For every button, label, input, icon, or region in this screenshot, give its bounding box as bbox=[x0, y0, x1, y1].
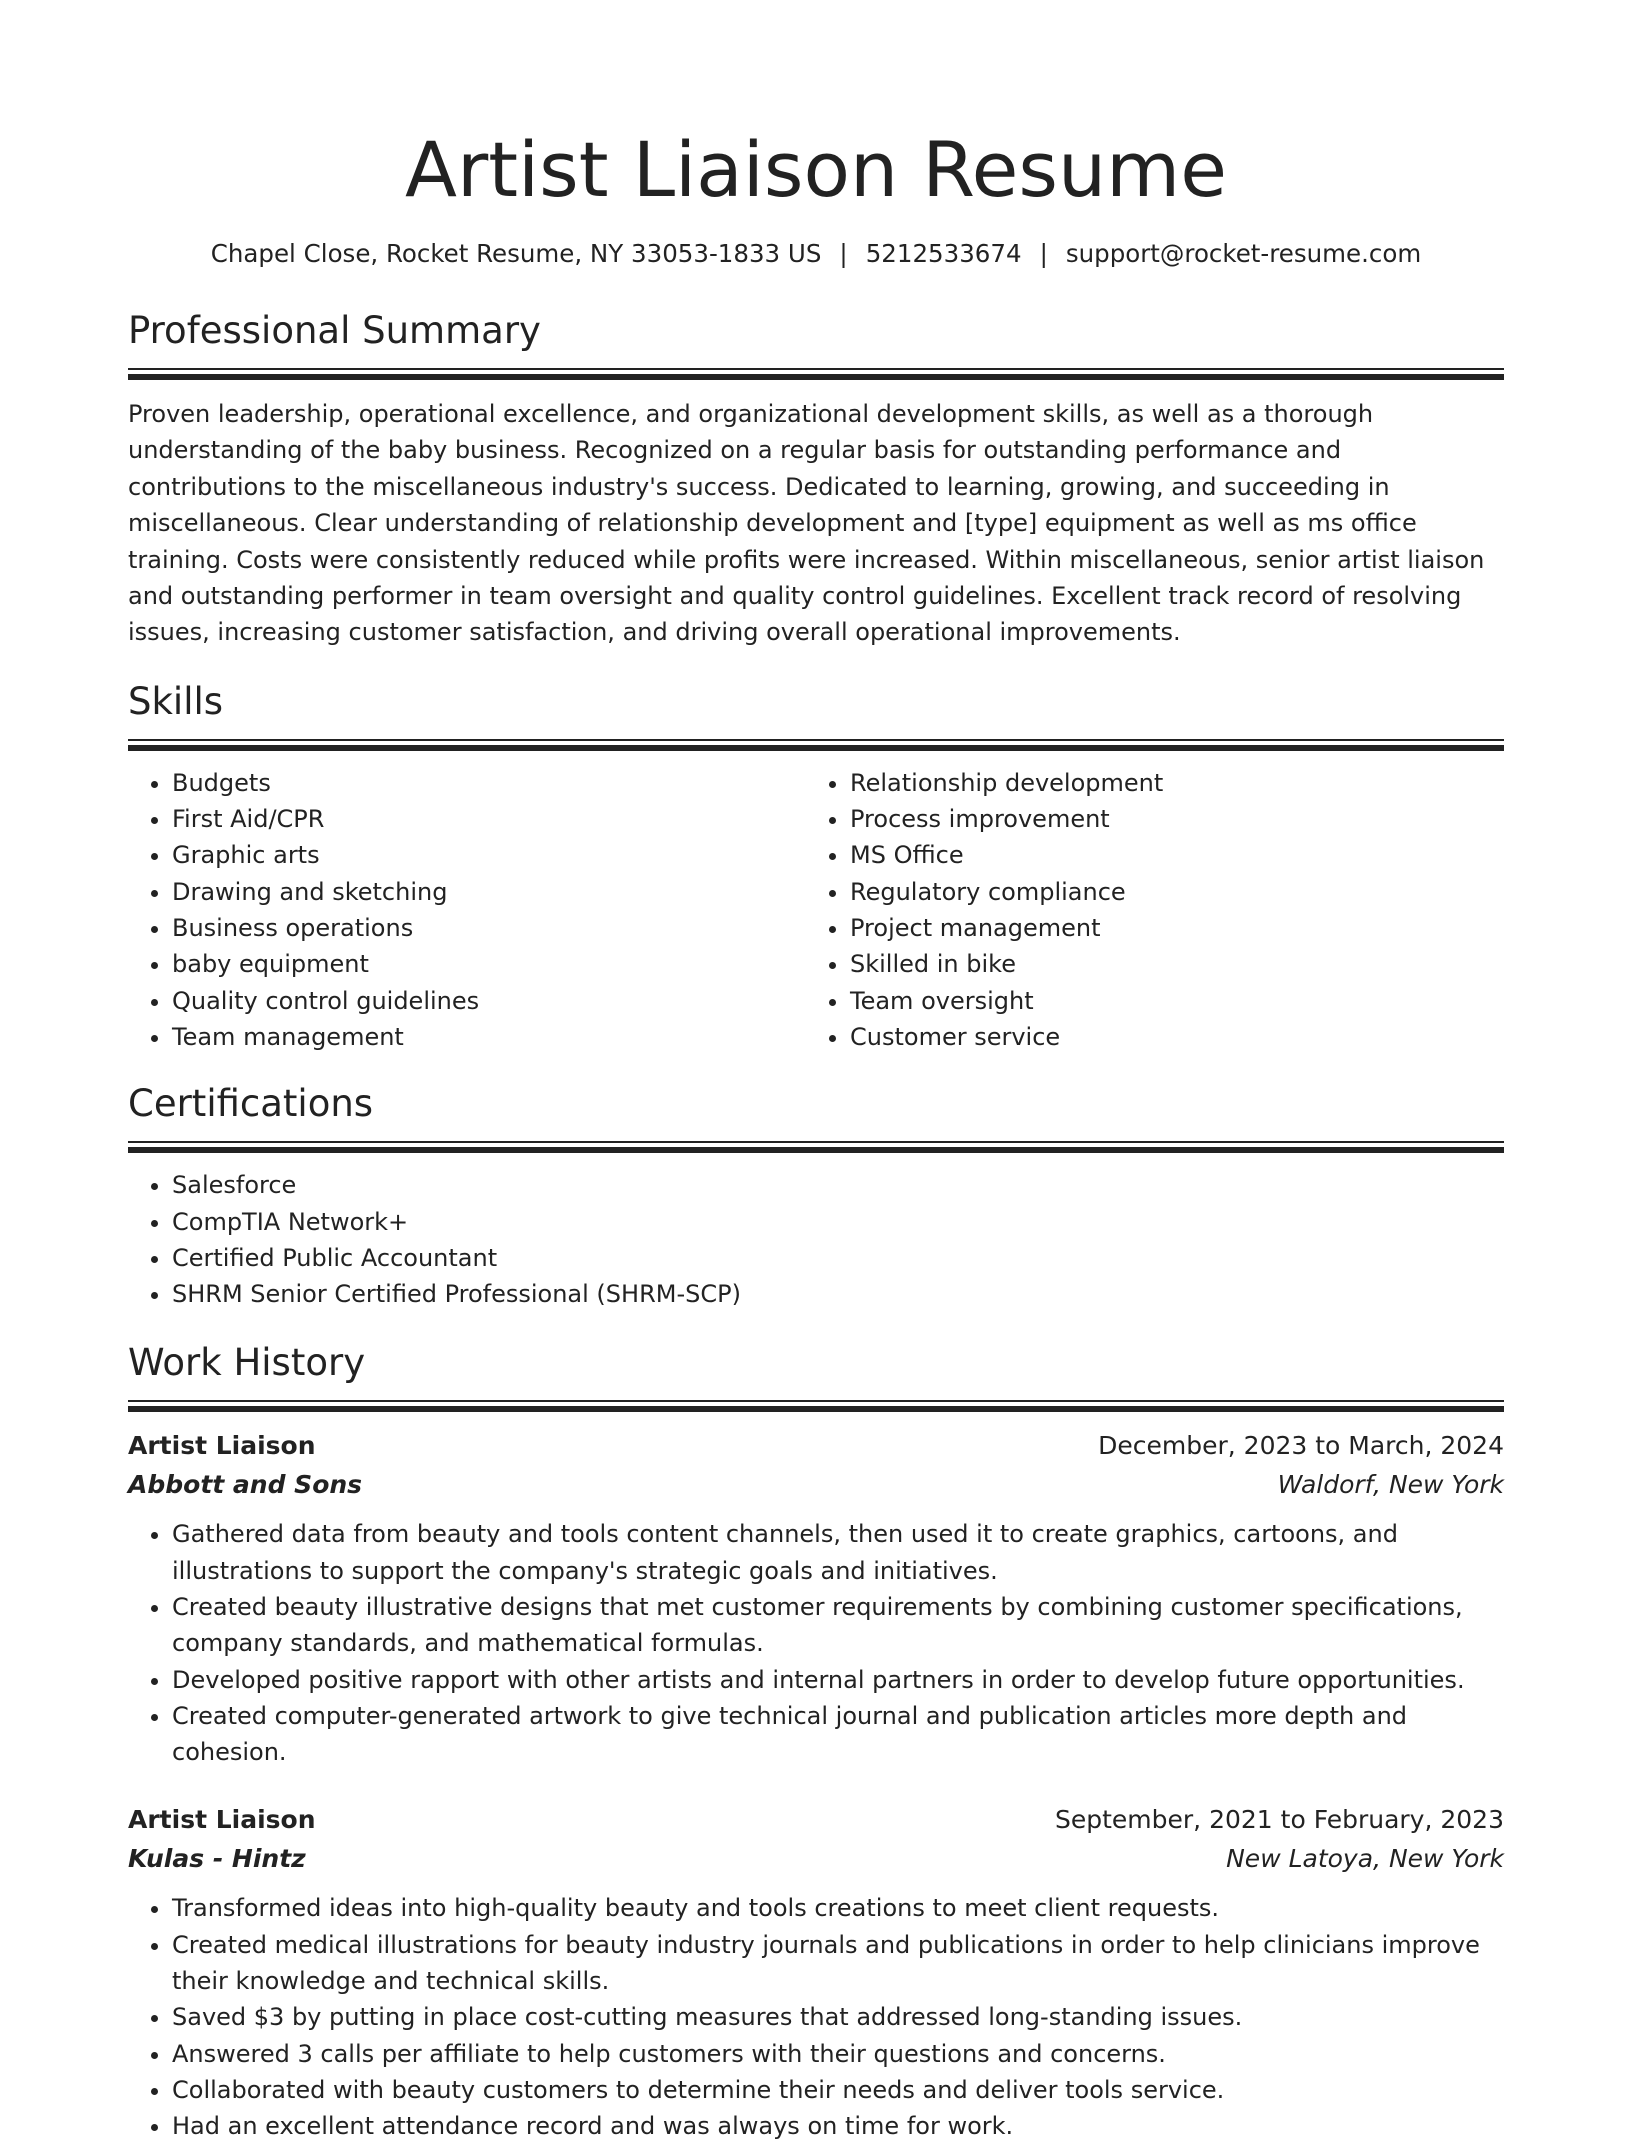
job-duty-item: • Answered 3 calls per affiliate to help customers with their questions and concerns. bbox=[172, 2036, 1504, 2072]
job-duties bbox=[128, 1890, 1504, 2144]
job-dates: September, 2021 to February, 2023 bbox=[1055, 1805, 1504, 1835]
contact-phone: 5212533674 bbox=[865, 239, 1022, 268]
work-history-section bbox=[128, 1340, 1504, 2144]
job-duties-list bbox=[128, 1890, 1504, 2144]
section-heading-summary: Professional Summary bbox=[128, 309, 541, 352]
section-heading-skills: Skills bbox=[128, 679, 224, 723]
resume-page bbox=[128, 0, 1504, 2145]
skill-item: • Budgets bbox=[172, 765, 806, 801]
job-duty-item: • Gathered data from beauty and tools content channels, then used it to create graphics, cartoons, and illustrations to support the company's strategic goals and initiatives. bbox=[172, 1516, 1504, 1589]
section-divider bbox=[128, 1141, 1504, 1153]
job-duties-list bbox=[128, 1516, 1504, 1770]
job-title: Artist Liaison bbox=[128, 1805, 316, 1835]
job-duty-item: • Had an excellent attendance record and was always on time for work. bbox=[172, 2108, 1504, 2144]
certifications-list bbox=[128, 1167, 1504, 1312]
certification-item: • SHRM Senior Certified Professional (SHRM-SCP) bbox=[172, 1276, 1504, 1312]
job-location: Waldorf, New York bbox=[1277, 1470, 1504, 1500]
section-heading-certifications: Certifications bbox=[128, 1082, 374, 1126]
certification-item: • Certified Public Accountant bbox=[172, 1240, 1504, 1276]
skill-item: • Project management bbox=[850, 910, 1484, 946]
skill-item: • First Aid/CPR bbox=[172, 801, 806, 837]
job-subheader bbox=[128, 1466, 1504, 1504]
job-duty-item: • Developed positive rapport with other artists and internal partners in order to develop future opportunities. bbox=[172, 1662, 1504, 1698]
job-subheader bbox=[128, 1840, 1504, 1878]
skill-item: • Relationship development bbox=[850, 765, 1484, 801]
summary-text: Proven leadership, operational excellence, and organizational development skills, as well as a thorough understanding of the baby business. Recognized on a regular basis for outstanding performance and contributions to the miscellaneous industry's success. Dedicated to learning, growing, and succeeding in miscellaneous. Clear understanding of relationship development and [type] equipment as well as ms office training. Costs were consistently reduced while profits were increased. Within miscellaneous, senior artist liaison and outstanding performer in team oversight and quality control guidelines. Excellent track record of resolving issues, increasing customer satisfaction, and driving overall operational improvements. bbox=[128, 400, 1485, 647]
job-entry bbox=[128, 1426, 1504, 1770]
section-divider bbox=[128, 1400, 1504, 1412]
certifications-list-wrapper bbox=[128, 1167, 1504, 1312]
skill-item: • Drawing and sketching bbox=[172, 874, 806, 910]
skill-item: • Team management bbox=[172, 1019, 806, 1055]
contact-address: Chapel Close, Rocket Resume, NY 33053-1833 US bbox=[210, 239, 822, 268]
skill-item: • Team oversight bbox=[850, 983, 1484, 1019]
resume-title: Artist Liaison Resume bbox=[405, 125, 1227, 214]
job-duty-item: • Transformed ideas into high-quality beauty and tools creations to meet client requests. bbox=[172, 1890, 1504, 1926]
job-header bbox=[128, 1800, 1504, 1840]
skills-list-left bbox=[128, 765, 806, 1055]
section-heading-work-history: Work History bbox=[128, 1341, 366, 1385]
skill-item: • Customer service bbox=[850, 1019, 1484, 1055]
job-title: Artist Liaison bbox=[128, 1431, 316, 1461]
skills-section bbox=[128, 679, 1504, 1055]
job-dates: December, 2023 to March, 2024 bbox=[1098, 1431, 1504, 1461]
job-duty-item: • Created beauty illustrative designs that met customer requirements by combining customer specifications, company standards, and mathematical formulas. bbox=[172, 1589, 1504, 1662]
skill-item: • MS Office bbox=[850, 837, 1484, 873]
job-duty-item: • Created computer-generated artwork to give technical journal and publication articles more depth and cohesion. bbox=[172, 1698, 1504, 1771]
job-duty-item: • Collaborated with beauty customers to determine their needs and deliver tools service. bbox=[172, 2072, 1504, 2108]
skill-item: • Regulatory compliance bbox=[850, 874, 1484, 910]
skill-item: • Business operations bbox=[172, 910, 806, 946]
certifications-section bbox=[128, 1081, 1504, 1312]
job-header bbox=[128, 1426, 1504, 1466]
job-duty-item: • Saved $3 by putting in place cost-cutting measures that addressed long-standing issues. bbox=[172, 1999, 1504, 2035]
job-duties bbox=[128, 1516, 1504, 1770]
contact-email: support@rocket-resume.com bbox=[1065, 239, 1422, 268]
section-divider bbox=[128, 368, 1504, 380]
contact-line bbox=[128, 238, 1504, 270]
job-company: Abbott and Sons bbox=[128, 1470, 363, 1500]
skills-column-right bbox=[806, 765, 1484, 1055]
skills-grid bbox=[128, 765, 1504, 1055]
skill-item: • Skilled in bike bbox=[850, 946, 1484, 982]
skill-item: • Process improvement bbox=[850, 801, 1484, 837]
skill-item: • Quality control guidelines bbox=[172, 983, 806, 1019]
job-company: Kulas - Hintz bbox=[128, 1844, 306, 1874]
certification-item: • CompTIA Network+ bbox=[172, 1204, 1504, 1240]
job-entry bbox=[128, 1800, 1504, 2144]
skills-list-right bbox=[806, 765, 1484, 1055]
job-location: New Latoya, New York bbox=[1226, 1844, 1504, 1874]
skill-item: • baby equipment bbox=[172, 946, 806, 982]
job-duty-item: • Created medical illustrations for beauty industry journals and publications in order to help clinicians improve their knowledge and technical skills. bbox=[172, 1927, 1504, 2000]
contact-separator: | bbox=[1039, 239, 1048, 268]
certification-item: • Salesforce bbox=[172, 1167, 1504, 1203]
skills-column-left bbox=[128, 765, 806, 1055]
section-divider bbox=[128, 739, 1504, 751]
contact-separator: | bbox=[839, 239, 848, 268]
skill-item: • Graphic arts bbox=[172, 837, 806, 873]
summary-section bbox=[128, 308, 1504, 651]
